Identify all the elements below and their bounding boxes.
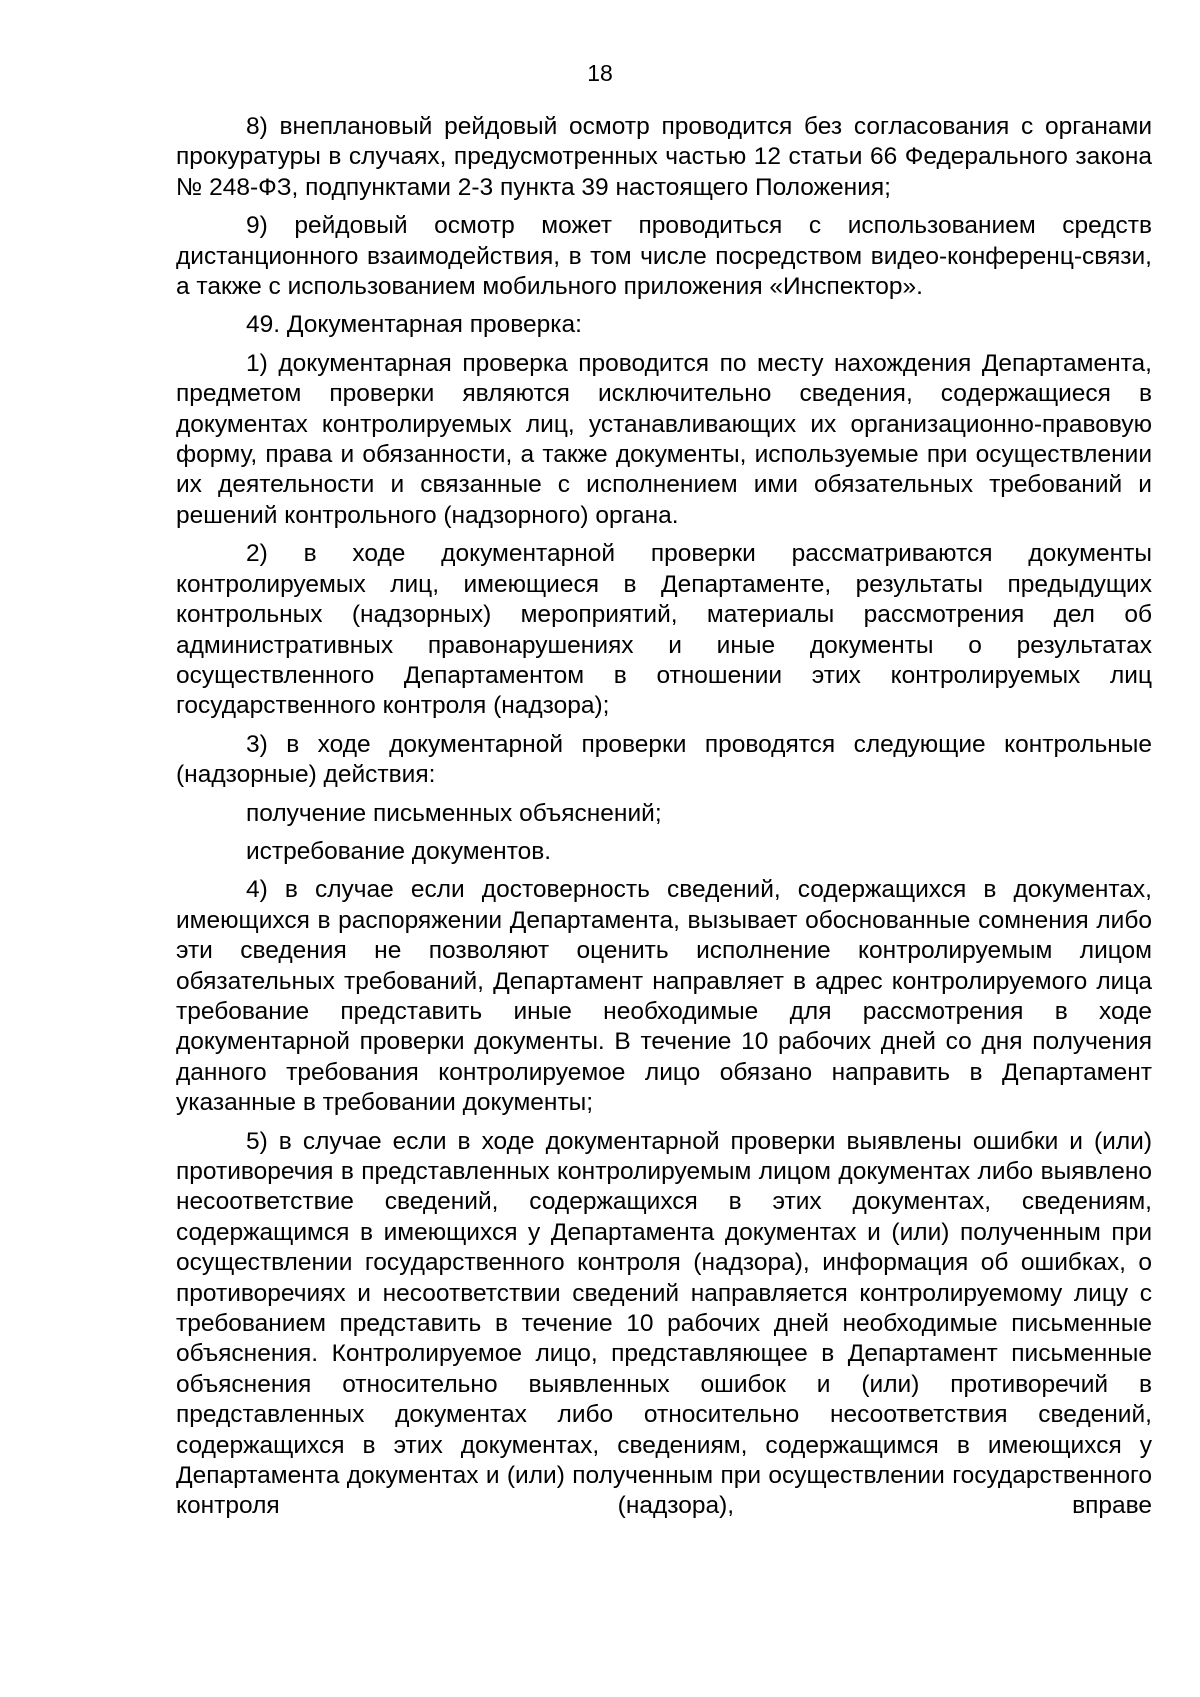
paragraph-subitem-5: 5) в случае если в ходе документарной проверки выявлены ошибки и (или) противоречия в представленных контролируемым лицом документах либо выявлено несоответствие сведений, содержащихся в этих документах, сведениям, содержащимся в имеющихся у Департамента документах и (или) полученным при осуществлении государственного контроля (надзора), информация об ошибках, о противоречиях и несоответствии сведений направляется контролируемому лицу с требованием представить в течение 10 рабочих дней необходимые письменные объяснения. Контролируемое лицо, представляющее в Департамент письменные объяснения относительно выявленных ошибок и (или) противоречий в представленных документах либо относительно несоответствия сведений, содержащихся в этих документах, сведениям, содержащимся в имеющихся у Департамента документах и (или) полученным при осуществлении государственного контроля (надзора), вправе [176,1127,1152,1520]
section-heading-49: 49. Документарная проверка: [246,311,582,339]
action-item-explanations: получение письменных объяснений; [246,799,662,827]
paragraph-item-8: 8) внеплановый рейдовый осмотр проводится без согласования с органами прокуратуры в случаях, предусмотренных частью 12 статьи 66 Федерального закона № 248-ФЗ, подпунктами 2-3 пункта 39 настоящего Положения; [176,113,1152,201]
paragraph-item-9: 9) рейдовый осмотр может проводиться с использованием средств дистанционного взаимодействия, в том числе посредством видео-конференц-связи, а также с использованием мобильного приложения «Инспектор». [176,212,1152,301]
page-number: 18 [587,60,613,86]
document-body [176,112,1152,1522]
paragraph-subitem-1: 1) документарная проверка проводится по месту нахождения Департамента, предметом проверки являются исключительно сведения, содержащиеся в документах контролируемых лиц, устанавливающих их организационно-правовую форму, права и обязанности, а также документы, используемые при осуществлении их деятельности и связанные с исполнением ими обязательных требований и решений контрольного (надзорного) органа. [176,349,1152,529]
paragraph-subitem-2: 2) в ходе документарной проверки рассматриваются документы контролируемых лиц, имеющиеся в Департаменте, результаты предыдущих контрольных (надзорных) мероприятий, материалы рассмотрения дел об административных правонарушениях и иные документы о результатах осуществленного Департаментом в отношении этих контролируемых лиц государственного контроля (надзора); [176,540,1152,720]
paragraph-subitem-4: 4) в случае если достоверность сведений, содержащихся в документах, имеющихся в распоряжении Департамента, вызывает обоснованные сомнения либо эти сведения не позволяют оценить исполнение контролируемым лицом обязательных требований, Департамент направляет в адрес контролируемого лица требование представить иные необходимые для рассмотрения в ходе документарной проверки документы. В течение 10 рабочих дней со дня получения данного требования контролируемое лицо обязано направить в Департамент указанные в требовании документы; [176,876,1152,1117]
action-item-documents: истребование документов. [246,837,552,865]
paragraph-subitem-3: 3) в ходе документарной проверки проводятся следующие контрольные (надзорные) действия: [176,730,1152,789]
